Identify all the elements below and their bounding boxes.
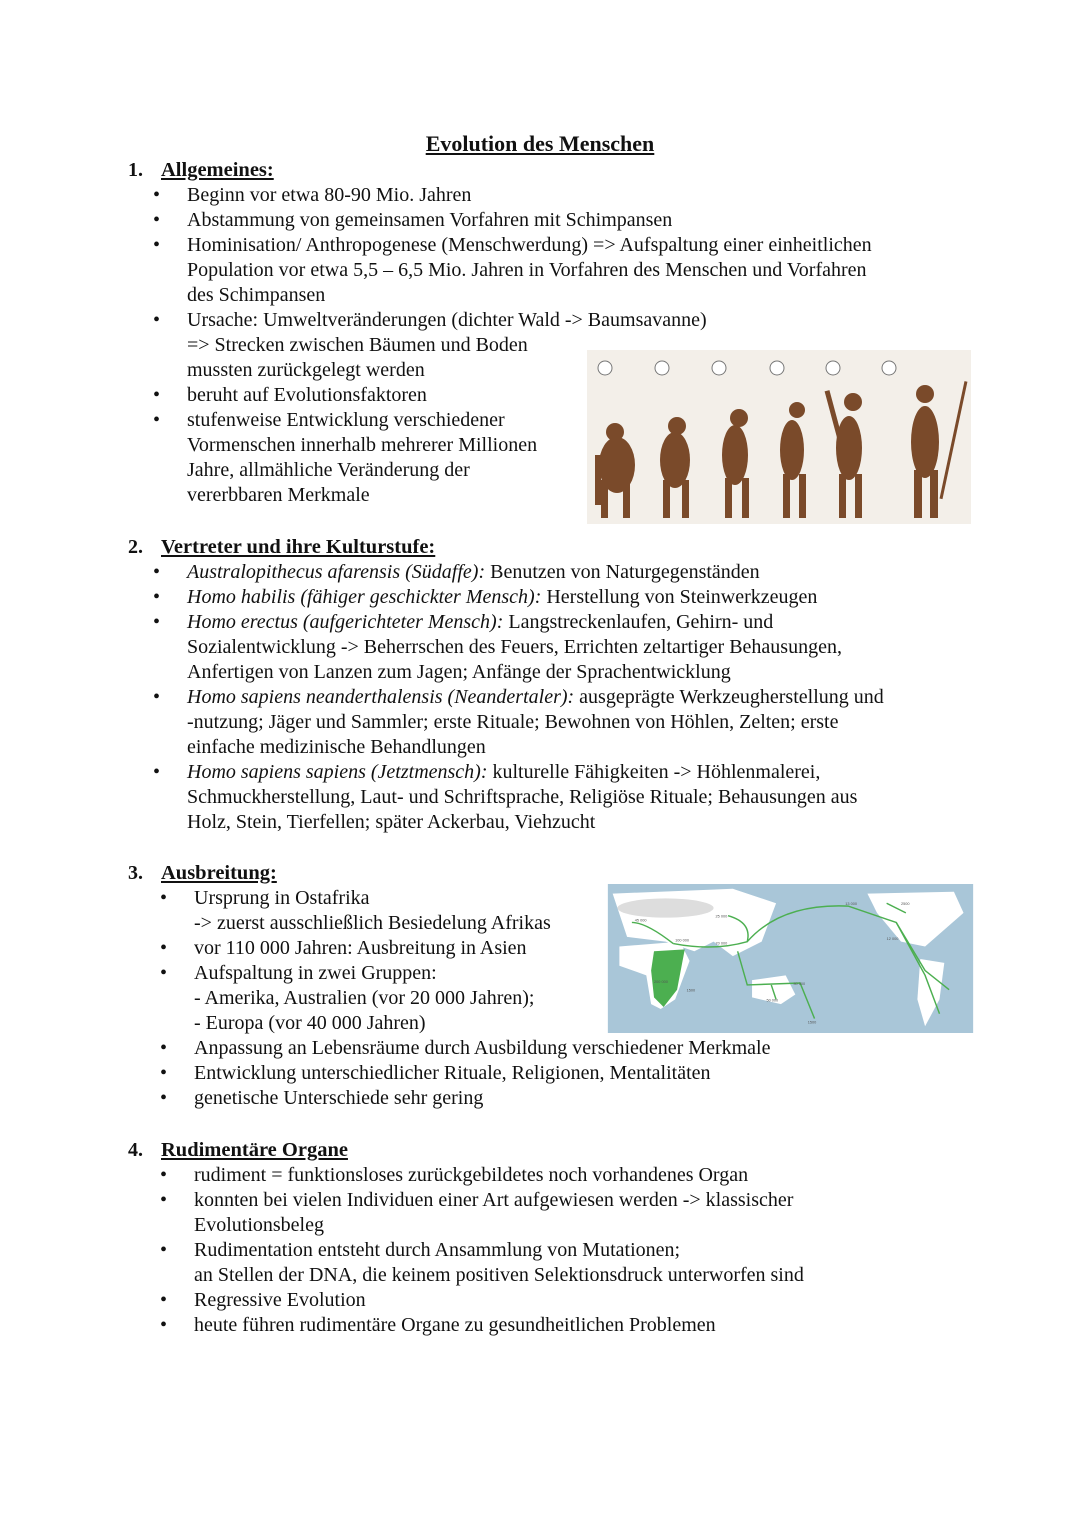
map-label: 45 000 bbox=[634, 918, 647, 923]
section-number: 2. bbox=[128, 536, 143, 558]
list-item: • Anpassung an Lebensräume durch Ausbildung verschiedener Merkmale bbox=[128, 1036, 1008, 1061]
list-item: • Entwicklung unterschiedlicher Rituale, Religionen, Mentalitäten bbox=[128, 1061, 1008, 1086]
list-item: • Aufspaltung in zwei Gruppen: - Amerika, Australien (vor 20 000 Jahren); - Europa (vor 40 000 Jahren) bbox=[128, 961, 1008, 1036]
map-label: 100 000 bbox=[675, 938, 689, 943]
map-label: 2500 bbox=[901, 902, 910, 907]
map-label: 25 000 bbox=[715, 914, 728, 919]
species-description: Benutzen von Naturgegenständen bbox=[485, 561, 760, 583]
section-number: 1. bbox=[128, 159, 143, 181]
list-item: • stufenweise Entwicklung verschiedener Vormenschen innerhalb mehrerer Millionen Jahre, allmähliche Veränderung der vererbbaren Merkmale bbox=[128, 408, 1008, 508]
species-name: Homo erectus (aufgerichteter Mensch): bbox=[187, 611, 504, 633]
list-item bbox=[128, 610, 1008, 685]
map-label: 30 000 bbox=[793, 981, 806, 986]
section-heading: Allgemeines: bbox=[161, 159, 274, 181]
species-name: Homo sapiens sapiens (Jetztmensch): bbox=[187, 761, 488, 783]
list-item: • Regressive Evolution bbox=[128, 1288, 1008, 1313]
map-label: 1500 bbox=[686, 988, 696, 993]
species-description: Langstreckenlaufen, Gehirn- und Sozialentwicklung -> Beherrschen des Feuers, Errichten zeltartiger Behausungen, Anfertigen von Lanzen zum Jagen; Anfänge der Sprachentwicklung bbox=[187, 611, 842, 683]
map-label: 1500 bbox=[807, 1020, 817, 1025]
species-description: kulturelle Fähigkeiten -> Höhlenmalerei, Schmuckherstellung, Laut- und Schriftsprache, Religiöse Rituale; Behausungen aus Holz, Stein, Tierfellen; später Ackerbau, Viehzucht bbox=[187, 761, 858, 833]
section-heading: Vertreter und ihre Kulturstufe: bbox=[161, 536, 436, 558]
map-label: 12 000 bbox=[886, 936, 899, 941]
map-label: 200 000 bbox=[653, 980, 668, 985]
map-label: 70 000 bbox=[715, 941, 728, 946]
section-number: 3. bbox=[128, 862, 143, 884]
list-item: • Abstammung von gemeinsamen Vorfahren mit Schimpansen bbox=[128, 208, 1008, 233]
list-item bbox=[128, 585, 1008, 610]
section-heading: Ausbreitung: bbox=[161, 862, 277, 884]
list-item: • beruht auf Evolutionsfaktoren bbox=[128, 383, 1008, 408]
list-item: • Hominisation/ Anthropogenese (Menschwerdung) => Aufspaltung einer einheitlichen Population vor etwa 5,5 – 6,5 Mio. Jahren in Vorfahren des Menschen und Vorfahren des Schimpansen bbox=[128, 233, 1008, 308]
section-number: 4. bbox=[128, 1139, 143, 1161]
list-item: • heute führen rudimentäre Organe zu gesundheitlichen Problemen bbox=[128, 1313, 1008, 1338]
human-migration-map bbox=[603, 884, 978, 1033]
list-item: • konnten bei vielen Individuen einer Art aufgewiesen werden -> klassischer Evolutionsbeleg bbox=[128, 1188, 1008, 1238]
list-item: • Ursache: Umweltveränderungen (dichter Wald -> Baumsavanne) => Strecken zwischen Bäumen und Boden mussten zurückgelegt werden bbox=[128, 308, 1008, 383]
list-item: • Beginn vor etwa 80-90 Mio. Jahren bbox=[128, 183, 1008, 208]
species-name: Homo habilis (fähiger geschickter Mensch): bbox=[187, 586, 542, 608]
species-description: Herstellung von Steinwerkzeugen bbox=[541, 586, 818, 608]
list-item bbox=[128, 685, 1008, 760]
map-label: 13 000 bbox=[845, 902, 858, 907]
section-vertreter bbox=[128, 535, 1008, 835]
page-title: Evolution des Menschen bbox=[425, 131, 655, 156]
list-item: • rudiment = funktionsloses zurückgebildetes noch vorhandenes Organ bbox=[128, 1163, 1008, 1188]
list-item bbox=[128, 760, 1008, 835]
species-name: Australopithecus afarensis (Südaffe): bbox=[187, 561, 486, 583]
list-item: • Rudimentation entsteht durch Ansammlung von Mutationen; an Stellen der DNA, die keinem positiven Selektionsdruck unterworfen sind bbox=[128, 1238, 1008, 1288]
species-description: ausgeprägte Werkzeugherstellung und -nutzung; Jäger und Sammler; erste Rituale; Bewohnen von Höhlen, Zelten; erste einfache medizinische Behandlungen bbox=[187, 686, 884, 758]
section-rudimentaere-organe bbox=[128, 1138, 1008, 1338]
list-item: • vor 110 000 Jahren: Ausbreitung in Asien bbox=[128, 936, 1008, 961]
section-heading: Rudimentäre Organe bbox=[161, 1139, 348, 1161]
list-item bbox=[128, 560, 1008, 585]
neanderthal-region bbox=[617, 898, 713, 917]
map-label: 50 000 bbox=[766, 998, 779, 1003]
list-item: • Ursprung in Ostafrika -> zuerst ausschließlich Besiedelung Afrikas bbox=[128, 886, 1008, 936]
species-name: Homo sapiens neanderthalensis (Neandertaler): bbox=[187, 686, 575, 708]
evolution-march-image bbox=[587, 350, 971, 524]
list-item: • genetische Unterschiede sehr gering bbox=[128, 1086, 1008, 1111]
